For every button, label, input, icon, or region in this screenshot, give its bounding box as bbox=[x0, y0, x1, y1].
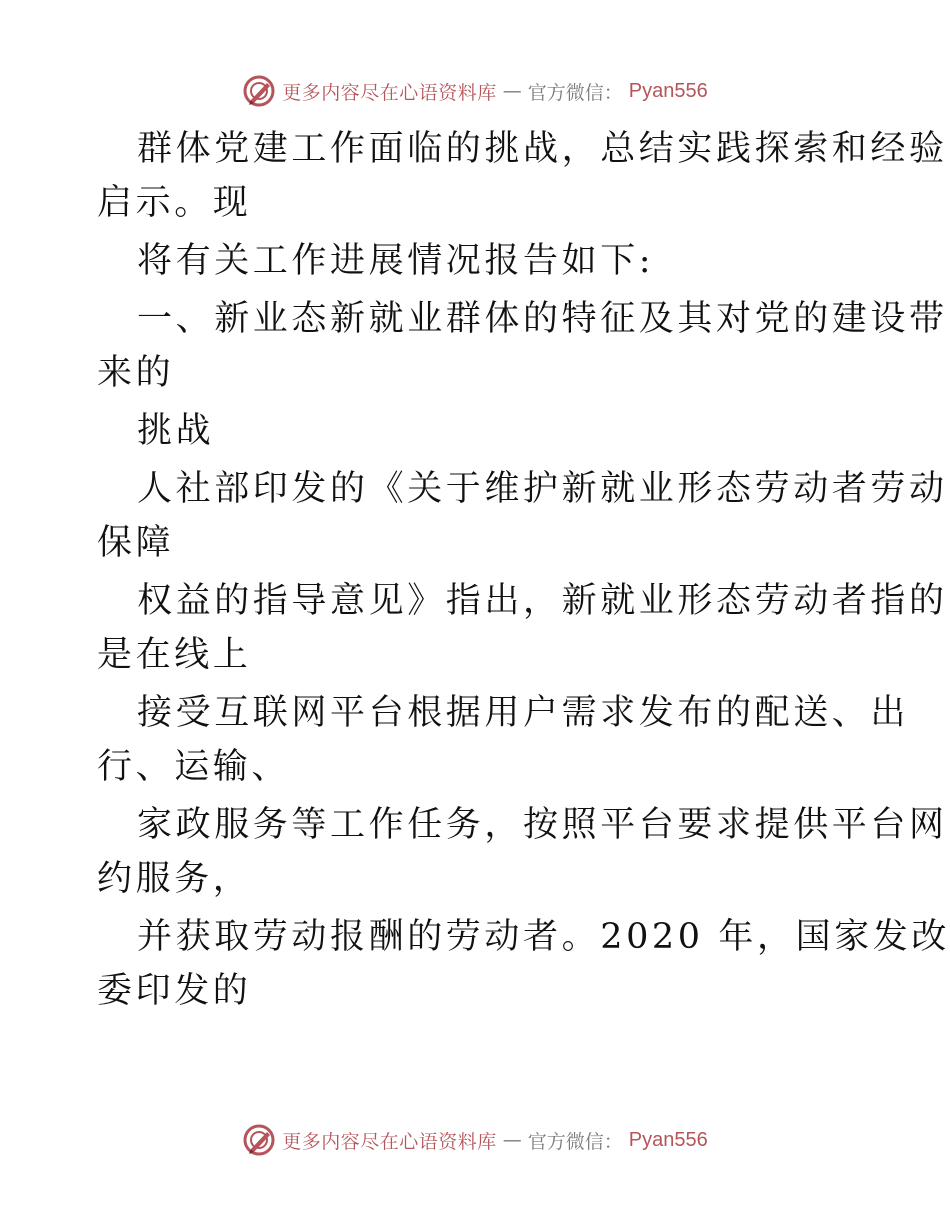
section-heading-line: 来的 bbox=[97, 353, 175, 393]
watermark-account: Pyan556 bbox=[628, 79, 708, 102]
watermark-text: 更多内容尽在心语资料库 bbox=[282, 81, 497, 104]
text-line: 行、运输、 bbox=[97, 747, 291, 787]
pen-logo-icon bbox=[242, 1123, 276, 1157]
text-line: 将有关工作进展情况报告如下: bbox=[137, 241, 655, 281]
document-body bbox=[97, 122, 950, 1018]
text-line: 并获取劳动报酬的劳动者。2020 年，国家发改 bbox=[137, 917, 950, 957]
section-heading-line: 挑战 bbox=[137, 411, 215, 451]
text-line: 家政服务等工作任务，按照平台要求提供平台网 bbox=[137, 805, 948, 845]
text-line: 权益的指导意见》指出，新就业形态劳动者指的 bbox=[137, 581, 948, 621]
watermark-account: Pyan556 bbox=[628, 1128, 708, 1151]
text-line: 保障 bbox=[97, 523, 175, 563]
text-line: 人社部印发的《关于维护新就业形态劳动者劳动 bbox=[137, 469, 948, 509]
section-heading-line: 一、新业态新就业群体的特征及其对党的建设带 bbox=[137, 299, 948, 339]
watermark-text: 更多内容尽在心语资料库 bbox=[282, 1130, 497, 1153]
text-line: 接受互联网平台根据用户需求发布的配送、出 bbox=[137, 693, 910, 733]
footer-watermark bbox=[0, 1120, 950, 1160]
text-line: 是在线上 bbox=[97, 635, 252, 675]
pen-logo-icon bbox=[242, 74, 276, 108]
text-line: 启示。现 bbox=[97, 183, 252, 223]
watermark-dash: — bbox=[502, 80, 522, 102]
watermark-label: 官方微信： bbox=[527, 1130, 623, 1153]
text-line: 群体党建工作面临的挑战，总结实践探索和经验 bbox=[137, 129, 948, 169]
watermark-dash: — bbox=[502, 1129, 522, 1151]
watermark-label: 官方微信： bbox=[527, 81, 623, 104]
text-line: 委印发的 bbox=[97, 971, 252, 1011]
text-line: 约服务， bbox=[97, 859, 252, 899]
header-watermark bbox=[0, 71, 950, 111]
